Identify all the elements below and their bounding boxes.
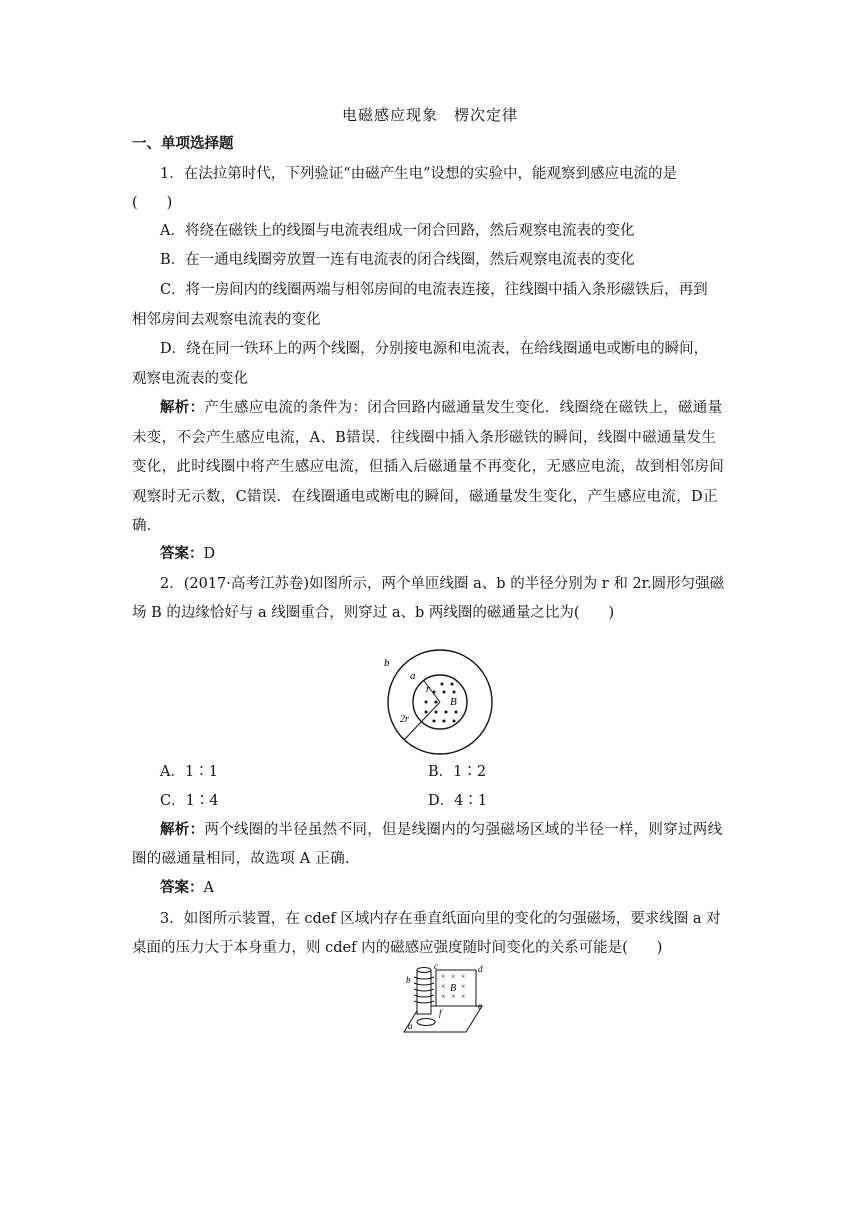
q1-option-d-line1: D．绕在同一铁环上的两个线圈，分别接电源和电流表，在给线圈通电或断电的瞬间， [160,341,709,357]
section-heading: 一、单项选择题 [132,135,234,152]
q2-option-d: D．4∶1 [428,793,488,809]
q2-option-c: C．1∶4 [160,793,219,809]
label-B: B [450,983,457,994]
q2-option-b: B．1∶2 [428,764,487,780]
q1-explanation-line3: 变化，此时线圈中将产生感应电流，但插入后磁通量不再变化，无感应电流，故到相邻房间 [132,459,724,475]
q2-explanation-text1: 两个线圈的半径虽然不同，但是线圈内的匀强磁场区域的半径一样，则穿过两线 [204,822,723,838]
q1-answer-value: D [203,546,216,562]
q2-explanation-line1 [160,820,732,840]
label-b: b [384,657,390,669]
q1-stem-line2: ( ) [132,195,173,211]
solenoid-core [417,970,431,1014]
label-a: a [408,1021,413,1031]
q3-stem-line1: 3．如图所示装置，在 cdef 区域内存在垂直纸面向里的变化的匀强磁场，要求线圈 a 对 [160,911,721,927]
label-b: b [406,975,411,985]
q2-answer [160,878,732,898]
q1-option-c-line2: 相邻房间去观察电流表的变化 [132,312,321,328]
q1-option-a: A．将绕在磁铁上的线圈与电流表组成一闭合回路，然后观察电流表的变化 [160,223,635,239]
q2-stem-line1: 2．(2017·高考江苏卷)如图所示，两个单匝线圈 a、b 的半径分别为 r 和 2r.圆形匀强磁 [160,576,725,592]
q1-explanation-line2: 未变，不会产生感应电流，A、B错误．往线圈中插入条形磁铁的瞬间，线圈中磁通量发生 [132,430,717,446]
q1-answer-label: 答案： [160,545,204,562]
q2-answer-label: 答案： [160,879,204,896]
svg-text:×: × [461,972,466,981]
q1-explanation-line4: 观察时无示数，C错误．在线圈通电或断电的瞬间，磁通量发生变化，产生感应电流，D正 [132,489,718,505]
svg-text:×: × [461,992,466,1001]
q1-answer [160,544,732,564]
label-e: e [478,1001,482,1011]
q2-answer-value: A [203,880,214,896]
q1-stem-line1: 1．在法拉第时代，下列验证“由磁产生电”设想的实验中，能观察到感应电流的是 [160,166,678,182]
label-r: r [426,684,430,695]
label-B: B [450,696,457,708]
svg-text:×: × [451,972,456,981]
q2-figure-concentric-coils [378,646,498,758]
q2-explanation-line2: 圈的磁通量相同，故选项 A 正确． [132,851,360,867]
q1-option-b: B．在一通电线圈旁放置一连有电流表的闭合线圈，然后观察电流表的变化 [160,252,635,268]
svg-text:×: × [451,992,456,1001]
q2-stem-line2: 场 B 的边缘恰好与 a 线圈重合，则穿过 a、b 两线圈的磁通量之比为( ) [132,605,615,621]
q1-explanation-line1 [160,398,732,418]
q2-option-a: A．1∶1 [160,764,218,780]
label-2r: 2r [400,714,409,725]
q1-option-d-line2: 观察电流表的变化 [132,371,248,387]
coil-a-ring [417,1019,435,1026]
q1-explanation-text1: 产生感应电流的条件为：闭合回路内磁通量发生变化．线圈绕在磁铁上，磁通量 [204,400,723,416]
q1-explanation-line5: 确． [132,518,162,534]
label-f: f [439,1008,442,1018]
label-a: a [410,670,416,682]
svg-text:×: × [461,982,466,991]
label-c: c [434,964,438,971]
solenoid-top [417,968,431,973]
label-d: d [478,964,483,974]
q3-stem-line2: 桌面的压力大于本身重力，则 cdef 内的磁感应强度随时间变化的关系可能是( ) [132,940,663,956]
table-surface [404,1006,482,1032]
svg-text:×: × [441,972,446,981]
q2-explanation-label: 解析： [160,821,205,838]
q1-explanation-label: 解析： [160,399,205,416]
svg-text:×: × [441,982,446,991]
q3-figure-coil-apparatus [398,964,490,1038]
svg-text:×: × [441,992,446,1001]
q1-option-c-line1: C．将一房间内的线圈两端与相邻房间的电流表连接，往线圈中插入条形磁铁后，再到 [160,282,708,298]
page-title: 电磁感应现象 楞次定律 [341,106,518,124]
